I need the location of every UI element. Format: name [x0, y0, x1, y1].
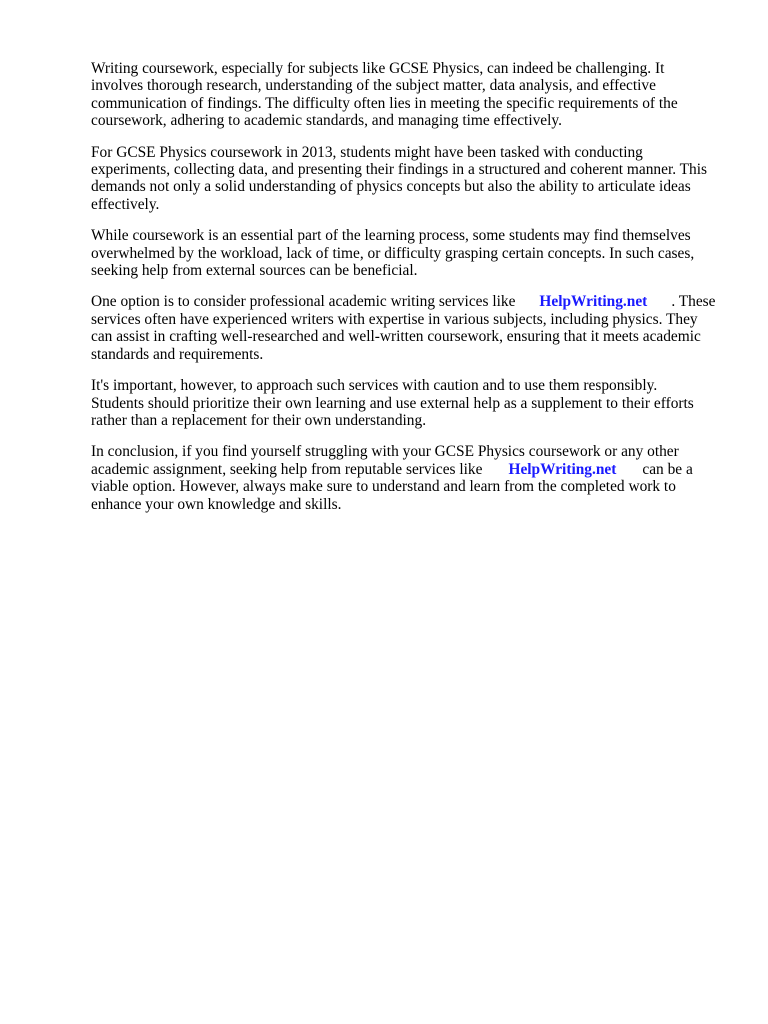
text-segment: can be a [642, 460, 693, 478]
text-line: Students should prioritize their own learning and use external help as a supplement to their efforts [91, 394, 694, 412]
paragraph-workload [91, 227, 721, 279]
text-line: enhance your own knowledge and skills. [91, 495, 342, 513]
text-line: While coursework is an essential part of the learning process, some students may find themselves [91, 227, 691, 245]
paragraph-intro [91, 60, 721, 130]
paragraph-writing-services [91, 293, 721, 363]
text-line: services often have experienced writers with expertise in various subjects, including physics. They [91, 310, 698, 328]
paragraph-caution [91, 377, 721, 429]
paragraph-conclusion [91, 443, 721, 513]
text-line-with-link [91, 293, 721, 310]
paragraph-2013-coursework [91, 144, 721, 214]
text-line: involves thorough research, understanding of the subject matter, data analysis, and effective [91, 77, 656, 95]
text-line: It's important, however, to approach such services with caution and to use them responsibly. [91, 377, 658, 395]
text-line: can assist in crafting well-researched and well-written coursework, ensuring that it meets academic [91, 328, 701, 346]
text-segment: One option is to consider professional academic writing services like [91, 293, 516, 311]
text-line-with-link [91, 461, 721, 478]
text-line: standards and requirements. [91, 345, 264, 363]
helpwriting-link[interactable]: HelpWriting.net [508, 460, 617, 478]
text-line: demands not only a solid understanding of physics concepts but also the ability to articulate ideas [91, 178, 691, 196]
text-line: In conclusion, if you find yourself struggling with your GCSE Physics coursework or any other [91, 443, 679, 461]
helpwriting-link[interactable]: HelpWriting.net [539, 293, 648, 311]
text-line: communication of findings. The difficulty often lies in meeting the specific requirements of the [91, 94, 678, 112]
document-page [91, 60, 721, 527]
text-line: Writing coursework, especially for subjects like GCSE Physics, can indeed be challenging. It [91, 60, 665, 77]
text-line: For GCSE Physics coursework in 2013, students might have been tasked with conducting [91, 143, 643, 161]
text-line: overwhelmed by the workload, lack of time, or difficulty grasping certain concepts. In such cases, [91, 244, 695, 262]
text-line: coursework, adhering to academic standards, and managing time effectively. [91, 112, 562, 130]
text-line: experiments, collecting data, and presenting their findings in a structured and coherent manner. This [91, 161, 708, 179]
text-line: effectively. [91, 195, 160, 213]
text-segment: academic assignment, seeking help from reputable services like [91, 460, 483, 478]
text-segment: . These [671, 293, 716, 311]
text-line: seeking help from external sources can be beneficial. [91, 262, 418, 280]
text-line: rather than a replacement for their own understanding. [91, 411, 427, 429]
text-line: viable option. However, always make sure to understand and learn from the completed work to [91, 478, 676, 496]
